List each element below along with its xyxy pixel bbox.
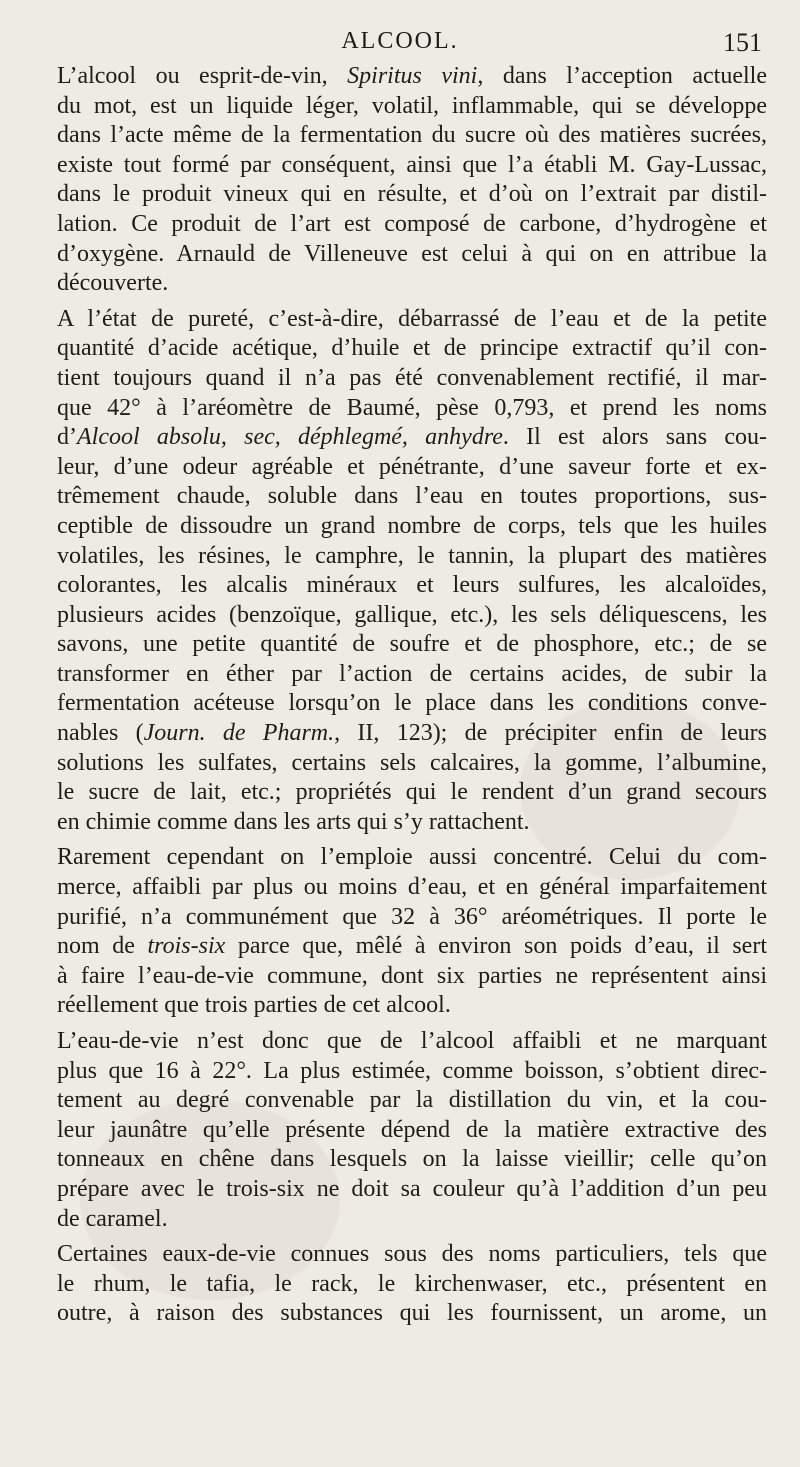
text-line: purifié, n’a communément que 32 à 36° aréométriques. Il porte le — [57, 903, 767, 930]
text-line: le rhum, le tafia, le rack, le kirchenwaser, etc., présentent en — [57, 1270, 767, 1297]
text-line: le sucre de lait, etc.; propriétés qui le rendent d’un grand secours — [57, 779, 767, 806]
text-line: réellement que trois parties de cet alcool. — [57, 992, 451, 1019]
text-line: Certaines eaux-de-vie connues sous des noms particuliers, tels que — [57, 1241, 767, 1268]
text-line: tient toujours quand il n’a pas été convenablement rectifié, il mar- — [57, 364, 767, 391]
text-line: quantité d’acide acétique, d’huile et de principe extractif qu’il con- — [57, 335, 767, 362]
text-line: lation. Ce produit de l’art est composé de carbone, d’hydrogène et — [57, 210, 767, 237]
text-line: de caramel. — [57, 1205, 168, 1232]
text-line: transformer en éther par l’action de certains acides, de subir la — [57, 660, 767, 687]
text-line: L’alcool ou esprit-de-vin, Spiritus vini, dans l’acception actuelle — [57, 63, 767, 89]
running-head — [0, 28, 800, 58]
running-title: ALCOOL. — [341, 28, 459, 54]
text-line: en chimie comme dans les arts qui s’y rattachent. — [57, 808, 530, 835]
text-line: Rarement cependant on l’emploie aussi concentré. Celui du com- — [57, 844, 767, 871]
text-line: volatiles, les résines, le camphre, le tannin, la plupart des matières — [57, 542, 767, 569]
text-line: leur jaunâtre qu’elle présente dépend de la matière extractive des — [57, 1116, 767, 1143]
text-line: outre, à raison des substances qui les fournissent, un arome, un — [57, 1300, 767, 1327]
text-line: dans le produit vineux qui en résulte, et d’où on l’extrait par distil- — [57, 181, 767, 208]
body-text — [57, 62, 767, 1329]
text-line: d’Alcool absolu, sec, déphlegmé, anhydre. Il est alors sans cou- — [57, 424, 767, 451]
text-line: fermentation acéteuse lorsqu’on le place dans les conditions conve- — [57, 690, 767, 717]
text-line: plus que 16 à 22°. La plus estimée, comme boisson, s’obtient direc- — [57, 1057, 767, 1084]
text-line: leur, d’une odeur agréable et pénétrante, d’une saveur forte et ex- — [57, 453, 767, 480]
paragraph — [57, 62, 767, 305]
text-line: prépare avec le trois-six ne doit sa couleur qu’à l’addition d’un peu — [57, 1175, 767, 1202]
text-line: découverte. — [57, 270, 169, 297]
text-line: trêmement chaude, soluble dans l’eau en toutes proportions, sus- — [57, 483, 767, 510]
text-line: solutions les sulfates, certains sels calcaires, la gomme, l’albumine, — [57, 749, 767, 776]
text-line: existe tout formé par conséquent, ainsi que l’a établi M. Gay-Lussac, — [57, 151, 767, 178]
text-line: du mot, est un liquide léger, volatil, inflammable, qui se développe — [57, 92, 767, 119]
text-line: dans l’acte même de la fermentation du sucre où des matières sucrées, — [57, 122, 767, 149]
text-line: merce, affaibli par plus ou moins d’eau, et en général imparfaitement — [57, 874, 767, 901]
text-line: tement au degré convenable par la distillation du vin, et la cou- — [57, 1087, 767, 1114]
text-line: à faire l’eau-de-vie commune, dont six parties ne représentent ainsi — [57, 962, 767, 989]
text-line: plusieurs acides (benzoïque, gallique, etc.), les sels déliquescens, les — [57, 601, 767, 628]
text-line: d’oxygène. Arnauld de Villeneuve est celui à qui on en attribue la — [57, 240, 767, 267]
text-line: nables (Journ. de Pharm., II, 123); de précipiter enfin de leurs — [57, 720, 767, 747]
paragraph — [57, 843, 767, 1027]
paragraph — [57, 1240, 767, 1329]
text-line: savons, une petite quantité de soufre et de phosphore, etc.; de se — [57, 631, 767, 658]
page-number: 151 — [723, 28, 762, 57]
paragraph — [57, 1027, 767, 1240]
text-line: ceptible de dissoudre un grand nombre de corps, tels que les huiles — [57, 512, 767, 539]
text-line: nom de trois-six parce que, mêlé à environ son poids d’eau, il sert — [57, 933, 767, 960]
text-line: que 42° à l’aréomètre de Baumé, pèse 0,793, et prend les noms — [57, 394, 767, 421]
paragraph — [57, 305, 767, 844]
text-line: A l’état de pureté, c’est-à-dire, débarrassé de l’eau et de la petite — [57, 305, 767, 332]
text-line: tonneaux en chêne dans lesquels on la laisse vieillir; celle qu’on — [57, 1146, 767, 1173]
text-line: L’eau-de-vie n’est donc que de l’alcool affaibli et ne marquant — [57, 1028, 767, 1054]
text-line: colorantes, les alcalis minéraux et leurs sulfures, les alcaloïdes, — [57, 572, 767, 599]
